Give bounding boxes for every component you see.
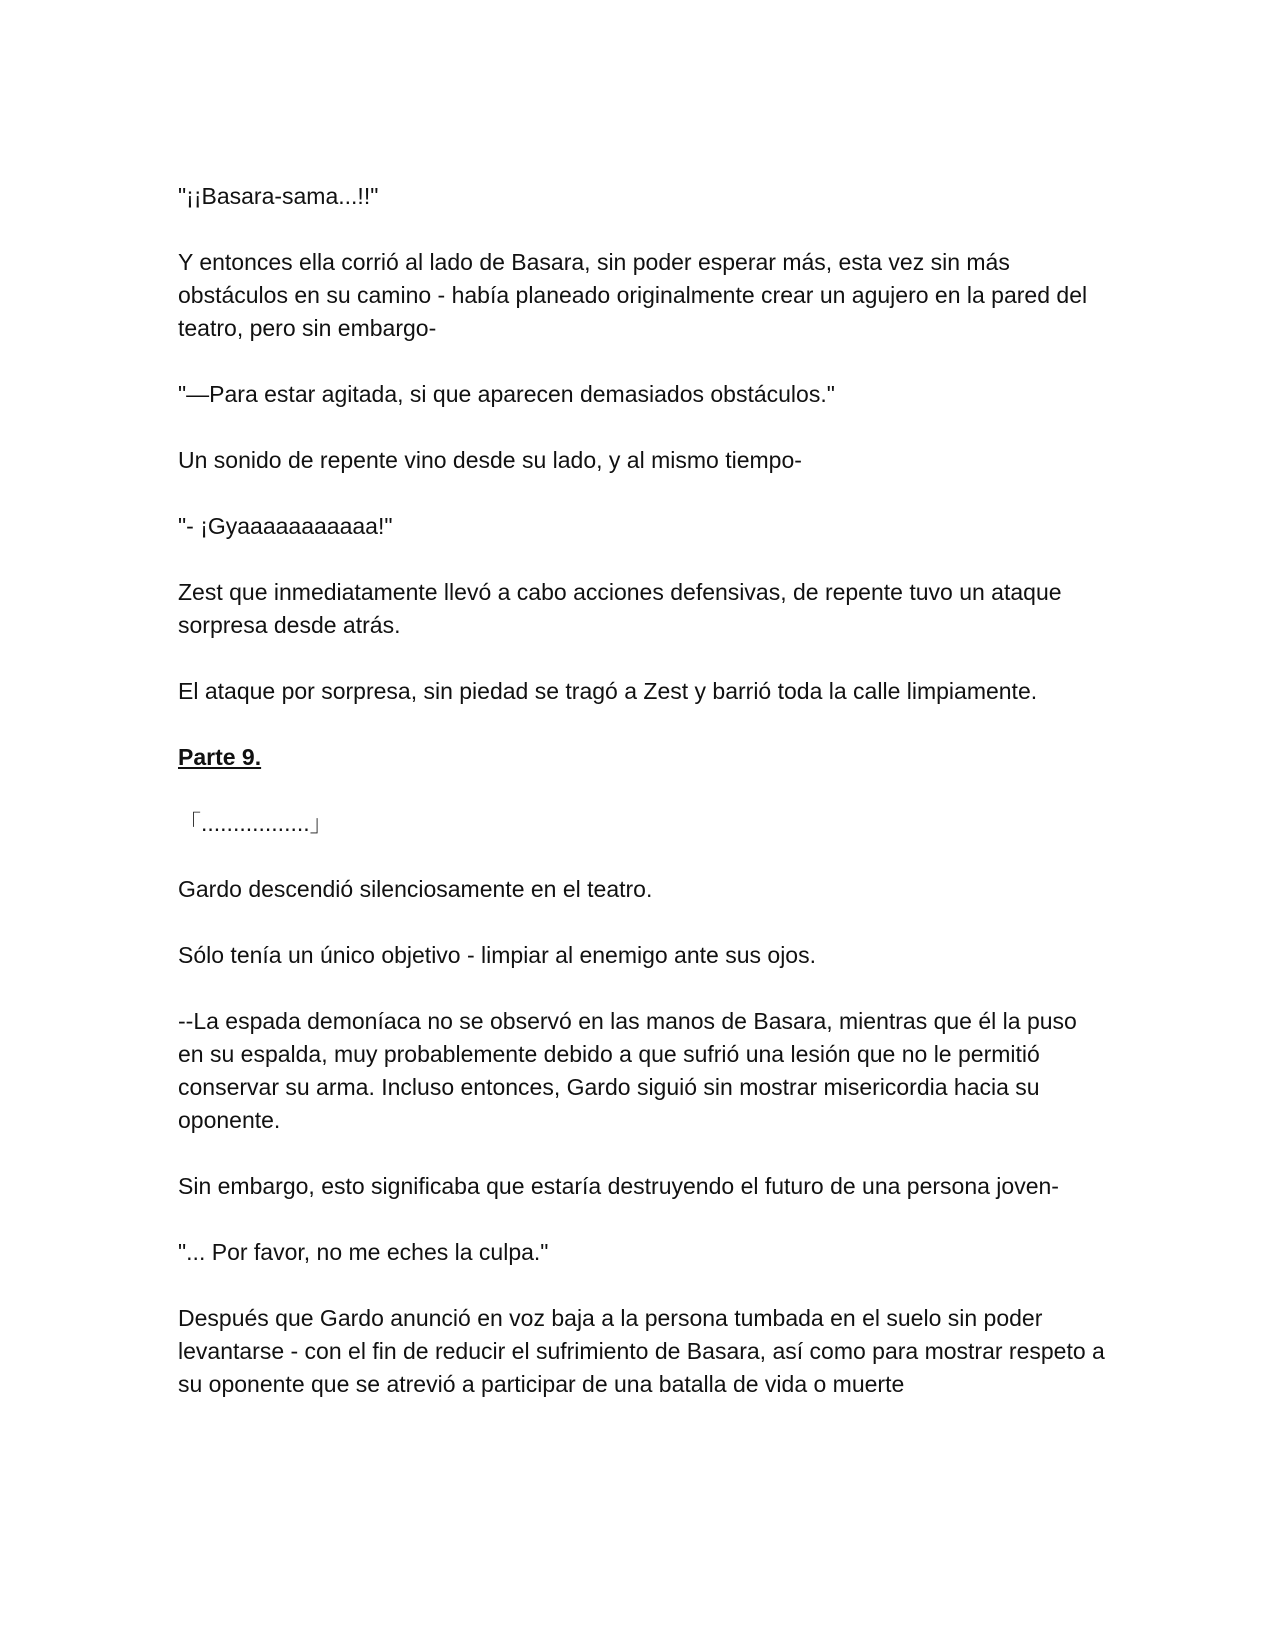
document-page	[178, 180, 1108, 1434]
paragraph: Y entonces ella corrió al lado de Basara, sin poder esperar más, esta vez sin más obstáculos en su camino - había planeado originalmente crear un agujero en la pared del teatro, pero sin embargo-	[178, 249, 1088, 341]
paragraph: "¡¡Basara-sama...!!"	[178, 183, 379, 209]
paragraph: "... Por favor, no me eches la culpa."	[178, 1239, 549, 1265]
paragraph: Sin embargo, esto significaba que estaría destruyendo el futuro de una persona joven-	[178, 1173, 1059, 1199]
paragraph: 「.................」	[178, 810, 333, 836]
paragraph: El ataque por sorpresa, sin piedad se tragó a Zest y barrió toda la calle limpiamente.	[178, 678, 1038, 704]
paragraph: --La espada demoníaca no se observó en las manos de Basara, mientras que él la puso en su espalda, muy probablemente debido a que sufrió una lesión que no le permitió conservar su arma. Incluso entonces, Gardo siguió sin mostrar misericordia hacia su oponente.	[178, 1008, 1077, 1133]
paragraph: Sólo tenía un único objetivo - limpiar al enemigo ante sus ojos.	[178, 942, 816, 968]
paragraph: "- ¡Gyaaaaaaaaaaa!"	[178, 513, 393, 539]
section-heading: Parte 9.	[178, 744, 262, 770]
paragraph: "—Para estar agitada, si que aparecen demasiados obstáculos."	[178, 381, 835, 407]
paragraph: Un sonido de repente vino desde su lado, y al mismo tiempo-	[178, 447, 802, 473]
paragraph: Gardo descendió silenciosamente en el teatro.	[178, 876, 653, 902]
paragraph: Después que Gardo anunció en voz baja a la persona tumbada en el suelo sin poder levantarse - con el fin de reducir el sufrimiento de Basara, así como para mostrar respeto a su oponente que se atrevió a participar de una batalla de vida o muerte	[178, 1305, 1105, 1397]
paragraph: Zest que inmediatamente llevó a cabo acciones defensivas, de repente tuvo un ataque sorpresa desde atrás.	[178, 579, 1062, 638]
